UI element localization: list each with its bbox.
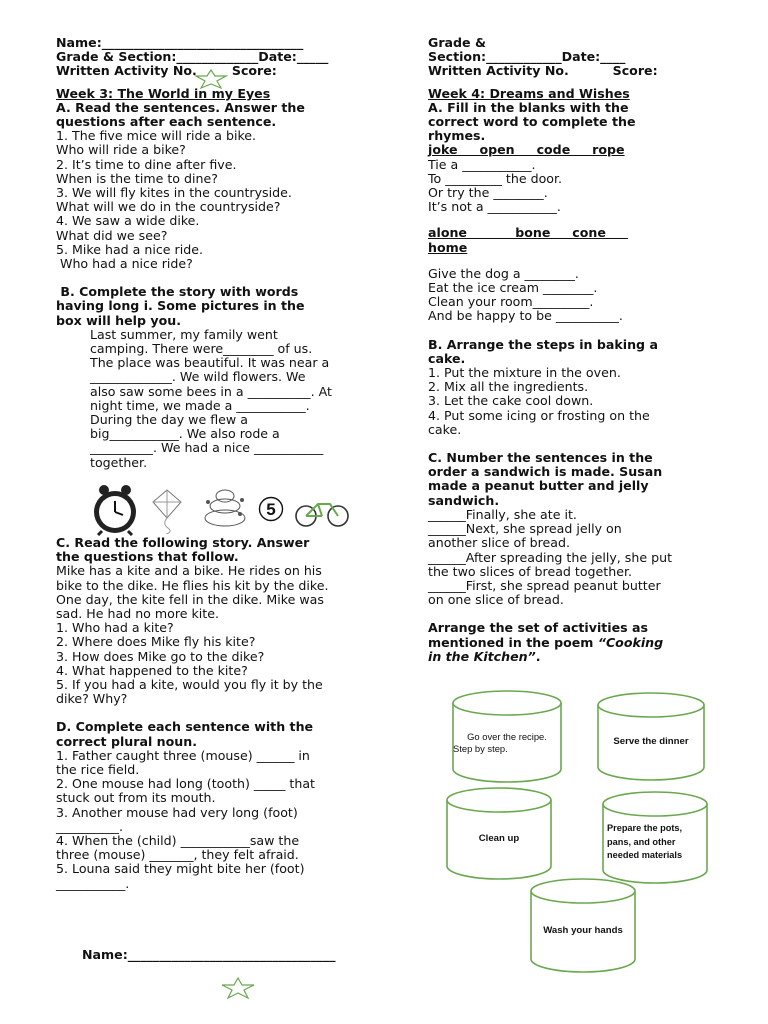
list-item: 3. Let the cake cool down. <box>428 393 594 409</box>
story-line: camping. There were________ of us. <box>90 341 313 357</box>
list-item: 2. It’s time to dine after five. <box>56 156 237 172</box>
cylinder-text: Clean up <box>478 833 520 844</box>
story-line: _____________. We wild flowers. We <box>90 369 306 385</box>
part-c-heading: sandwich. <box>428 492 500 508</box>
cylinder-text: pans, and other <box>607 836 676 847</box>
list-item: the rice field. <box>56 761 140 777</box>
list-item: 4. When the (child) ___________saw the <box>56 832 300 848</box>
part-c-section <box>428 451 728 607</box>
part-d-heading: D. Complete each sentence with the <box>56 719 314 735</box>
star-icon <box>220 977 256 999</box>
poem-heading <box>428 636 728 650</box>
story-line: __________. We had a nice ___________ <box>90 440 324 456</box>
list-item: What did we see? <box>56 227 168 243</box>
part-b-heading: box will help you. <box>56 312 181 328</box>
rhyme-line: And be happy to be __________. <box>428 308 623 324</box>
kite-icon <box>150 488 184 534</box>
list-item: 4. What happened to the kite? <box>56 662 248 678</box>
list-item: 2. Where does Mike fly his kite? <box>56 634 256 650</box>
right-worksheet <box>428 36 728 664</box>
word-box-1: joke open code rope <box>428 142 625 158</box>
list-item: 2. One mouse had long (tooth) _____ that <box>56 776 315 792</box>
poem-heading <box>428 650 728 664</box>
story-line: also saw some bees in a __________. At <box>90 383 332 399</box>
list-item: 1. Put the mixture in the oven. <box>428 365 621 381</box>
list-item: What will we do in the countryside? <box>56 199 281 215</box>
poem-section <box>428 621 728 664</box>
part-b-heading: B. Arrange the steps in baking a <box>428 336 658 352</box>
cylinder-text: Serve the dinner <box>613 736 689 747</box>
story-line: together. <box>90 454 148 470</box>
list-item: 1. Father caught three (mouse) ______ in <box>56 747 310 763</box>
list-item: another slice of bread. <box>428 535 570 551</box>
poem-title: in the Kitchen” <box>428 648 536 664</box>
part-b-section <box>428 338 728 437</box>
list-item: Who had a nice ride? <box>56 256 193 272</box>
list-item: Who will ride a bike? <box>56 142 186 158</box>
clock-icon <box>90 484 140 536</box>
story-line: During the day we flew a <box>90 412 248 428</box>
part-b-section <box>56 285 386 538</box>
list-item: three (mouse) _______, they felt afraid. <box>56 847 299 863</box>
activity-cylinder <box>445 786 553 882</box>
part-c-section <box>56 536 386 706</box>
word-box-2: home <box>428 239 468 255</box>
name-line: Name:________________________________ <box>56 35 304 50</box>
written-activity-score-line: Written Activity No. Score: <box>428 63 658 79</box>
part-a-heading: questions after each sentence. <box>56 114 277 130</box>
svg-text:5: 5 <box>266 499 276 519</box>
list-item: __________. <box>56 818 123 834</box>
picture-box <box>56 488 386 538</box>
week4-title: Week 4: Dreams and Wishes <box>428 85 630 101</box>
part-a-heading: rhymes. <box>428 128 486 144</box>
part-c-heading: made a peanut butter and jelly <box>428 478 649 494</box>
part-a-heading: correct word to complete the <box>428 114 636 130</box>
activity-cylinder <box>601 790 709 886</box>
story-line: sad. He had no more kite. <box>56 605 219 621</box>
list-item: 1. Who had a kite? <box>56 620 174 636</box>
list-item: dike? Why? <box>56 691 128 707</box>
bike-icon <box>294 498 350 528</box>
activity-cylinder <box>529 877 637 975</box>
written-activity-score-line: Written Activity No. Score: <box>56 63 277 79</box>
list-item: 1. The five mice will ride a bike. <box>56 128 257 144</box>
list-item: on one slice of bread. <box>428 592 564 608</box>
rhyme-line: Clean your room_________. <box>428 294 594 310</box>
list-item: ______Next, she spread jelly on <box>428 521 622 537</box>
part-b-heading: having long i. Some pictures in the <box>56 298 305 314</box>
cylinder-text: Wash your hands <box>543 925 623 936</box>
list-item: the two slices of bread together. <box>428 563 632 579</box>
story-line: big___________. We also rode a <box>90 426 280 442</box>
activity-cylinder <box>596 691 706 783</box>
cylinder-text: needed materials <box>607 850 683 860</box>
beehive-icon <box>202 488 248 528</box>
part-a-heading: A. Fill in the blanks with the <box>428 99 629 115</box>
story-line: night time, we made a ___________. <box>90 397 310 413</box>
section-date-line: Section:____________Date:____ <box>428 49 626 65</box>
list-item: 3. We will fly kites in the countryside. <box>56 185 292 201</box>
cylinder-text: Step by step. <box>453 743 508 754</box>
list-item: ______Finally, she ate it. <box>428 506 577 522</box>
list-item: 5. If you had a kite, would you fly it by the <box>56 676 323 692</box>
number-five-icon <box>258 496 284 522</box>
rhyme-line: Tie a ___________. <box>428 156 536 172</box>
story-line: bike to the dike. He flies his kit by the dike. <box>56 577 329 593</box>
list-item: ______First, she spread peanut butter <box>428 577 661 593</box>
poem-title: “Cooking <box>597 634 664 650</box>
story-line: Mike has a kite and a bike. He rides on his <box>56 563 322 579</box>
activity-cylinder <box>451 689 563 785</box>
star-icon <box>194 69 228 89</box>
rhyme-line: It’s not a ___________. <box>428 199 561 215</box>
rhyme-line: Eat the ice cream ________. <box>428 280 598 296</box>
list-item: 3. Another mouse had very long (foot) <box>56 804 298 820</box>
list-item: ___________. <box>56 875 130 891</box>
list-item: 5. Mike had a nice ride. <box>56 241 203 257</box>
grade-section-date-line: Grade & Section:_____________Date:_____ <box>56 49 329 65</box>
word-box-2: alone bone cone <box>428 225 628 241</box>
rhyme-line: Give the dog a ________. <box>428 265 579 281</box>
cylinder-text: Go over the recipe. <box>467 731 547 742</box>
list-item: ______After spreading the jelly, she put <box>428 549 673 565</box>
list-item: cake. <box>428 421 462 437</box>
part-d-section <box>56 720 386 890</box>
part-c-heading: C. Number the sentences in the <box>428 450 653 466</box>
story-line: One day, the kite fell in the dike. Mike was <box>56 591 324 607</box>
part-a-section <box>56 101 386 271</box>
list-item: 3. How does Mike go to the dike? <box>56 648 265 664</box>
list-item: 5. Louna said they might bite her (foot) <box>56 861 305 877</box>
list-item: When is the time to dine? <box>56 170 218 186</box>
bottom-name-line: Name:_________________________________ <box>82 947 336 962</box>
cylinder-text: Prepare the pots, <box>607 823 683 833</box>
story-line: Last summer, my family went <box>90 326 278 342</box>
part-c-heading: C. Read the following story. Answer <box>56 534 310 550</box>
poem-heading-text: . <box>535 648 541 664</box>
part-d-heading: correct plural noun. <box>56 733 197 749</box>
list-item: stuck out from its mouth. <box>56 790 216 806</box>
poem-heading-text: mentioned in the poem <box>428 634 598 650</box>
part-b-heading: B. Complete the story with words <box>56 284 299 300</box>
grade-line: Grade & <box>428 35 486 50</box>
part-a-heading: A. Read the sentences. Answer the <box>56 99 305 115</box>
list-item: 4. We saw a wide dike. <box>56 213 200 229</box>
week3-title: Week 3: The World in my Eyes <box>56 85 271 101</box>
list-item: 2. Mix all the ingredients. <box>428 379 589 395</box>
rhyme-line: Or try the ________. <box>428 185 548 201</box>
story-line: The place was beautiful. It was near a <box>90 355 330 371</box>
part-b-heading: cake. <box>428 350 466 366</box>
part-c-heading: the questions that follow. <box>56 549 239 565</box>
rhyme-line: To _________ the door. <box>428 170 563 186</box>
part-a-section <box>428 101 728 324</box>
poem-heading: Arrange the set of activities as <box>428 620 649 636</box>
list-item: 4. Put some icing or frosting on the <box>428 407 650 423</box>
part-c-heading: order a sandwich is made. Susan <box>428 464 663 480</box>
left-worksheet <box>56 36 386 891</box>
